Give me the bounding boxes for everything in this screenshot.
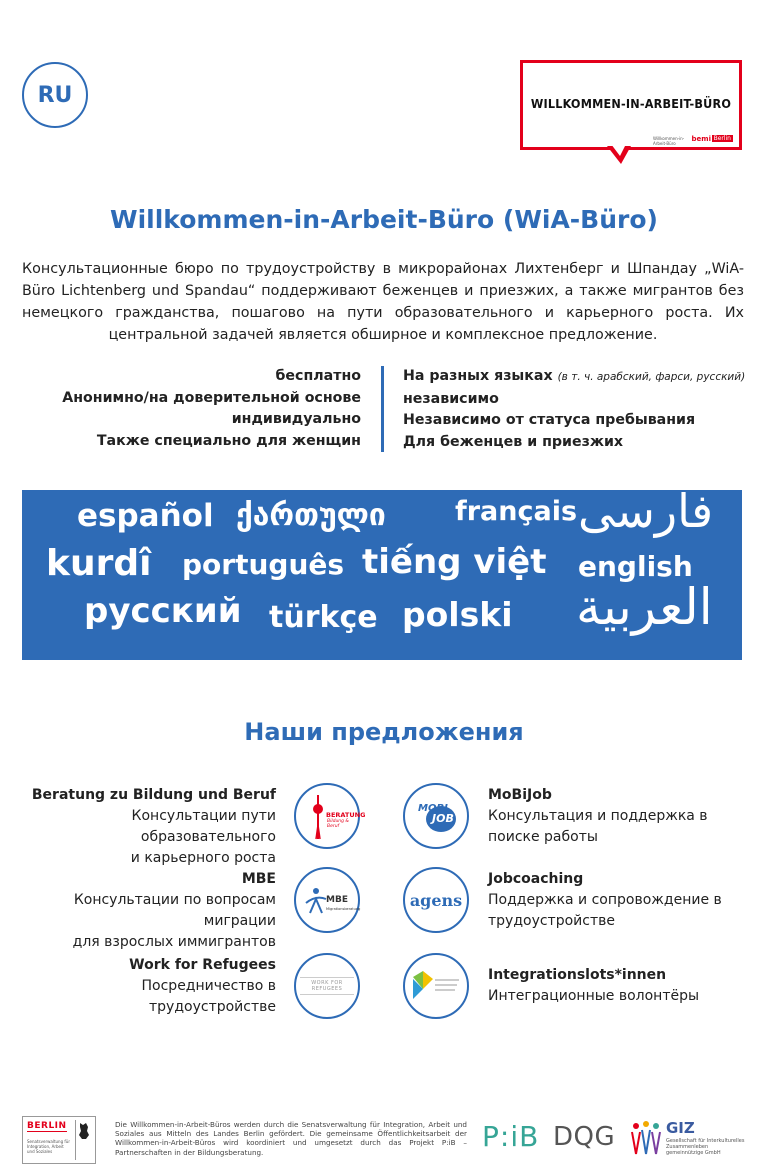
offer-title: MBE — [241, 871, 276, 887]
offer-desc: для взрослых иммигрантов — [72, 934, 276, 950]
language-word-turkce: türkçe — [269, 600, 378, 635]
berlin-wordmark: BERLIN — [27, 1121, 67, 1131]
feature-item — [403, 366, 745, 389]
language-word-kurdi: kurdî — [46, 543, 152, 584]
mobijob-logo-text: MOBI — [418, 803, 448, 814]
feature-item: независимо — [403, 390, 499, 407]
offer-desc: Посредничество в — [141, 978, 276, 994]
offer-mobijob — [488, 785, 708, 848]
beratung-logo-text: BERATUNG — [326, 811, 366, 819]
bemi-logo: bemi — [691, 135, 711, 143]
giz-subtitle: Gesellschaft für Interkulturelles Zusammenleben gemeinnützige GmbH — [666, 1138, 745, 1156]
features-section — [0, 366, 768, 456]
integrationslots-shapes-icon — [405, 955, 467, 1017]
giz-people-icon — [630, 1120, 662, 1156]
language-word-farsi: فارسی — [578, 484, 714, 538]
wia-logo — [520, 60, 742, 150]
language-word-polski: polski — [402, 595, 513, 634]
language-word-portugues: português — [182, 548, 345, 581]
feature-item: Анонимно/на доверительной основе — [62, 389, 361, 406]
integrationslots-logo-icon — [403, 953, 469, 1019]
mbe-logo-text: MBE — [326, 895, 348, 905]
offer-desc: Поддержка и сопровождение в — [488, 892, 722, 908]
berlin-senate-logo — [22, 1116, 96, 1164]
page-title: Willkommen-in-Arbeit-Büro (WiA-Büro) — [110, 205, 658, 234]
feature-item: Для беженцев и приезжих — [403, 433, 624, 450]
offer-title: Work for Refugees — [129, 957, 276, 973]
offer-beratung — [0, 785, 276, 869]
feature-item: Также специально для женщин — [96, 432, 361, 449]
language-word-viet: tiếng việt — [362, 542, 547, 582]
offer-integrationslots — [488, 965, 699, 1007]
feature-text: На разных языках — [403, 368, 553, 384]
offer-title: Jobcoaching — [488, 871, 584, 887]
offer-work-for-refugees — [129, 955, 276, 1018]
mbe-logo-sub: Migrationsberatung — [326, 907, 361, 911]
offer-desc: Консультации пути образовательного — [131, 808, 276, 845]
offer-title: Beratung zu Bildung und Beruf — [31, 787, 276, 803]
language-badge: RU — [22, 62, 88, 128]
logo-text: WILLKOMMEN-IN-ARBEIT-BÜRO — [530, 96, 732, 111]
mobijob-logo-sub: JOB — [432, 812, 454, 825]
language-word-georgian: ქართული — [236, 498, 386, 533]
offer-title: Integrationslots*innen — [488, 967, 667, 983]
footer-funding-text: Die Willkommen-in-Arbeit-Büros werden durch die Senatsverwaltung für Integration, Arbeit und Soziales aus Mitteln des Landes Berlin gefördert. Die gemeinsame Öffentlichkeitsarbeit der Willkommen-in-Arbeit-Büros wird koordiniert und umgesetzt durch das Projekt P:iB – Partnerschaften in der Bildungsberatung. — [115, 1120, 467, 1157]
wfr-logo-text: WORK FOR REFUGEES — [300, 977, 354, 995]
offer-desc: трудоустройстве — [488, 913, 615, 929]
agens-logo-text: agens — [409, 890, 463, 910]
language-word-francais: français — [455, 496, 578, 527]
intro-paragraph: Консультационные бюро по трудоустройству в микрорайонах Лихтенберг и Шпандау „WiA-Büro Lichtenberg und Spandau“ поддерживают беженцев и приезжих, а также мигрантов без немецкого гражданства, пошагово на пути образовательного и карьерного роста. Их центральной задачей является обширное и комплексное предложение. — [22, 261, 744, 343]
features-left-list — [62, 366, 361, 452]
beratung-logo-sub: Bildung & Beruf — [327, 819, 349, 829]
offer-desc: и карьерного роста — [130, 850, 276, 866]
mbe-logo-icon — [294, 867, 360, 933]
giz-logo: GIZ — [666, 1119, 695, 1137]
features-divider — [381, 366, 384, 452]
agens-logo-icon — [403, 867, 469, 933]
language-word-russian: русский — [84, 591, 242, 631]
mobijob-logo-icon — [403, 783, 469, 849]
logo-divider — [75, 1120, 76, 1160]
offer-jobcoaching — [488, 869, 722, 932]
beratung-logo-icon — [294, 783, 366, 849]
speech-bubble-tail-inner — [611, 144, 626, 156]
pib-logo: P:iB — [482, 1120, 540, 1153]
feature-item: Независимо от статуса пребывания — [403, 412, 696, 428]
senate-department: Senatsverwaltung für Integration, Arbeit und Soziales — [27, 1139, 70, 1154]
features-right-list — [403, 366, 745, 453]
languages-banner — [22, 484, 742, 660]
offers-title: Наши предложения — [244, 718, 524, 746]
logo-small-text: Willkommen-in-Arbeit-Büro — [653, 136, 685, 146]
language-word-espanol: español — [77, 498, 214, 534]
feature-item: бесплатно — [275, 368, 361, 384]
berlin-bear-icon — [77, 1121, 91, 1141]
offer-desc: Интеграционные волонтёры — [488, 988, 700, 1004]
offer-desc: поиске работы — [488, 829, 598, 845]
feature-item: индивидуально — [231, 411, 361, 427]
offer-title: MoBiJob — [488, 787, 552, 803]
language-word-english: english — [578, 550, 693, 583]
offer-desc: Консультация и поддержка в — [488, 808, 708, 824]
offer-desc: трудоустройстве — [149, 999, 276, 1015]
work-for-refugees-logo-icon — [294, 953, 360, 1019]
offer-desc: Консультации по вопросам миграции — [73, 892, 276, 929]
language-word-arabic: العربية — [576, 578, 713, 636]
dqg-logo: DQG — [553, 1122, 616, 1152]
offer-mbe — [0, 869, 276, 953]
feature-note: (в т. ч. арабский, фарси, русский) — [557, 371, 746, 383]
berlin-tag: Berlin — [713, 135, 731, 142]
